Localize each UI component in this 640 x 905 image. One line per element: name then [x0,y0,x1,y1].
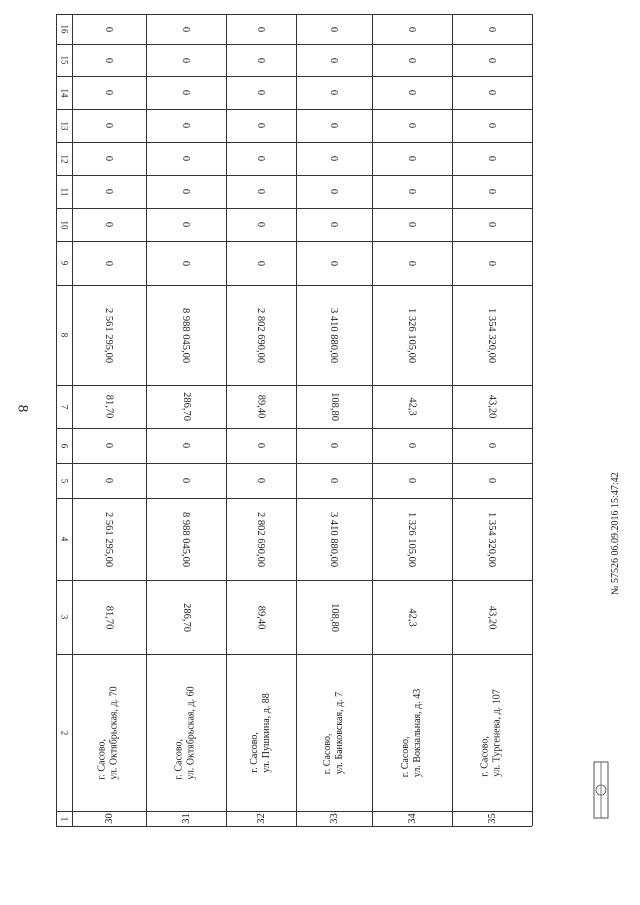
value-cell-col-16 [226,14,296,44]
column-header-5 [56,463,72,498]
column-header-11 [56,175,72,208]
value-cell-col-3 [226,580,296,654]
value-cell-col-6 [296,428,372,463]
value-cell-col-15 [226,44,296,76]
cell-text: 0 [328,442,340,449]
cell-text: 0 [486,442,498,449]
cell-text: 0 [406,442,418,449]
cell-text: 0 [486,89,498,96]
cell-text: 0 [486,221,498,228]
value-cell-col-9 [72,241,146,285]
value-cell-col-4 [372,498,452,580]
cell-text: 0 [328,477,340,484]
cell-text: 1 326 105,00 [406,511,418,567]
value-cell-col-7 [226,385,296,428]
value-cell-col-10 [146,208,226,241]
cell-text: г. Сасово, ул. Тургенева, д. 107 [480,688,504,777]
row-number-cell [226,811,296,826]
value-cell-col-7 [296,385,372,428]
cell-text: 81,70 [103,394,115,419]
row-number-cell [372,811,452,826]
cell-text: 286,70 [180,392,192,421]
cell-text: 1 326 105,00 [406,307,418,363]
column-header-6 [56,428,72,463]
value-cell-col-13 [72,109,146,142]
cell-text: 0 [406,188,418,195]
cell-text: 0 [255,89,267,96]
value-cell-col-12 [372,142,452,175]
value-cell-col-6 [452,428,532,463]
cell-text: 31 [180,813,192,824]
value-cell-col-4 [226,498,296,580]
value-cell-col-4 [146,498,226,580]
cell-text: 89,40 [255,394,267,419]
value-cell-col-9 [452,241,532,285]
value-cell-col-12 [226,142,296,175]
cell-text: 43,20 [486,394,498,419]
cell-text: 0 [180,89,192,96]
column-header-label: 5 [59,478,69,483]
cell-text: 0 [328,122,340,129]
value-cell-col-13 [372,109,452,142]
value-cell-col-13 [146,109,226,142]
value-cell-col-14 [146,76,226,109]
cell-text: 34 [406,813,418,824]
value-cell-col-8 [226,285,296,385]
value-cell-col-6 [372,428,452,463]
value-cell-col-15 [296,44,372,76]
cell-text: 0 [103,260,115,266]
row-number-cell [296,811,372,826]
page-number: 8 [14,404,31,413]
cell-text: 81,70 [103,605,115,629]
cell-text: 0 [180,260,192,266]
value-cell-col-14 [452,76,532,109]
cell-text: 0 [103,188,115,195]
cell-text: 42,3 [406,607,418,627]
value-cell-col-3 [146,580,226,654]
value-cell-col-14 [72,76,146,109]
data-table [56,14,532,826]
cell-text: 3 410 880,00 [328,307,340,363]
value-cell-col-5 [296,463,372,498]
value-cell-col-4 [452,498,532,580]
scanner-stamp-icon [590,760,612,820]
cell-text: 0 [180,477,192,484]
value-cell-col-8 [372,285,452,385]
cell-text: 0 [180,57,192,63]
column-header-label: 1 [59,816,69,821]
address-cell [452,654,532,811]
column-header-label: 3 [59,614,69,620]
column-header-16 [56,14,72,44]
column-header-label: 11 [58,187,69,196]
cell-text: 0 [486,122,498,129]
cell-text: 2 802 690,00 [255,511,267,567]
value-cell-col-6 [146,428,226,463]
address-cell [226,654,296,811]
cell-text: 0 [328,155,340,162]
cell-text: г. Сасово, ул. Банковская, д. 7 [322,691,345,774]
value-cell-col-10 [372,208,452,241]
document-footer: № 57526 06.09.2016 15:47:42 [610,472,621,595]
cell-text: 0 [180,122,192,129]
column-header-label: 12 [59,154,69,163]
value-cell-col-13 [296,109,372,142]
value-cell-col-16 [296,14,372,44]
row-number-cell [72,811,146,826]
cell-text: 0 [406,89,418,96]
cell-text: 0 [255,260,267,266]
column-header-2 [56,654,72,811]
column-header-label: 15 [59,55,69,65]
cell-text: 42,3 [406,397,418,416]
column-header-label: 16 [59,24,69,34]
cell-text: 0 [255,122,267,129]
cell-text: 0 [103,26,115,32]
cell-text: 0 [255,221,267,228]
cell-text: 0 [328,221,340,228]
value-cell-col-14 [296,76,372,109]
address-cell [146,654,226,811]
cell-text: 0 [486,477,498,484]
cell-text: 0 [103,477,115,484]
value-cell-col-13 [226,109,296,142]
cell-text: 89,40 [255,605,267,629]
column-header-label: 4 [59,536,69,542]
value-cell-col-12 [296,142,372,175]
value-cell-col-15 [452,44,532,76]
value-cell-col-5 [226,463,296,498]
value-cell-col-5 [146,463,226,498]
cell-text: 30 [103,813,115,824]
cell-text: 0 [328,57,340,63]
column-header-label: 6 [59,443,69,448]
column-header-label: 14 [59,88,69,97]
value-cell-col-3 [296,580,372,654]
cell-text: 33 [328,813,340,824]
cell-text: 0 [406,221,418,228]
cell-text: 1 354 320,00 [486,511,498,567]
cell-text: 0 [406,122,418,129]
address-cell [372,654,452,811]
cell-text: 0 [255,155,267,162]
column-header-14 [56,76,72,109]
value-cell-col-11 [296,175,372,208]
cell-text: 0 [255,57,267,63]
value-cell-col-12 [452,142,532,175]
value-cell-col-10 [452,208,532,241]
cell-text: 286,70 [180,602,192,632]
column-header-10 [56,208,72,241]
value-cell-col-8 [146,285,226,385]
cell-text: 0 [103,57,115,63]
value-cell-col-11 [226,175,296,208]
address-cell [296,654,372,811]
value-cell-col-12 [146,142,226,175]
cell-text: 0 [180,188,192,195]
value-cell-col-3 [72,580,146,654]
column-header-15 [56,44,72,76]
value-cell-col-16 [72,14,146,44]
value-cell-col-5 [372,463,452,498]
value-cell-col-6 [226,428,296,463]
cell-text: 0 [255,477,267,484]
value-cell-col-7 [372,385,452,428]
column-header-label: 9 [59,260,69,266]
cell-text: 0 [328,260,340,266]
value-cell-col-5 [72,463,146,498]
value-cell-col-9 [226,241,296,285]
value-cell-col-13 [452,109,532,142]
column-header-8 [56,285,72,385]
row-number-cell [452,811,532,826]
cell-text: 0 [103,155,115,162]
cell-text: 2 561 295,00 [103,307,115,363]
cell-text: 0 [486,155,498,162]
value-cell-col-15 [146,44,226,76]
cell-text: 0 [328,26,340,32]
value-cell-col-8 [452,285,532,385]
cell-text: 2 561 295,00 [103,511,115,567]
value-cell-col-15 [372,44,452,76]
value-cell-col-16 [146,14,226,44]
cell-text: г. Сасово, ул. Вокзальная, д. 43 [400,688,424,777]
cell-text: 0 [103,122,115,129]
cell-text: 0 [103,442,115,449]
value-cell-col-8 [296,285,372,385]
column-header-12 [56,142,72,175]
value-cell-col-3 [372,580,452,654]
value-cell-col-15 [72,44,146,76]
value-cell-col-12 [72,142,146,175]
cell-text: 0 [486,188,498,195]
cell-text: 8 988 045,00 [180,511,192,567]
cell-text: 0 [328,89,340,96]
cell-text: 0 [255,188,267,195]
value-cell-col-8 [72,285,146,385]
value-cell-col-10 [72,208,146,241]
value-cell-col-11 [146,175,226,208]
value-cell-col-6 [72,428,146,463]
column-header-label: 13 [59,121,69,130]
cell-text: 0 [180,221,192,228]
cell-text: 8 988 045,00 [180,307,192,363]
column-header-label: 10 [59,220,69,229]
column-header-label: 8 [59,332,69,338]
cell-text: 32 [255,813,267,824]
cell-text: 3 410 880,00 [328,511,340,567]
value-cell-col-16 [372,14,452,44]
cell-text: 0 [486,26,498,32]
cell-text: 0 [406,57,418,63]
value-cell-col-9 [296,241,372,285]
cell-text: г. Сасово, ул. Пушкина, д. 88 [249,692,272,773]
cell-text: 0 [103,89,115,96]
value-cell-col-4 [72,498,146,580]
cell-text: 0 [255,442,267,449]
value-cell-col-9 [372,241,452,285]
cell-text: 0 [406,477,418,484]
column-header-9 [56,241,72,285]
value-cell-col-7 [72,385,146,428]
cell-text: 35 [486,813,498,824]
cell-text: г. Сасово, ул. Октябрьская, д. 70 [97,685,121,780]
cell-text: 0 [406,155,418,162]
cell-text: 0 [180,26,192,32]
cell-text: г. Сасово, ул. Октябрьская, д. 60 [174,685,198,780]
value-cell-col-5 [452,463,532,498]
value-cell-col-7 [452,385,532,428]
value-cell-col-9 [146,241,226,285]
value-cell-col-10 [226,208,296,241]
column-header-1 [56,811,72,826]
cell-text: 0 [180,442,192,449]
value-cell-col-4 [296,498,372,580]
row-number-cell [146,811,226,826]
cell-text: 0 [328,188,340,195]
column-header-3 [56,580,72,654]
cell-text: 0 [406,26,418,32]
cell-text: 0 [103,221,115,228]
cell-text: 0 [180,155,192,162]
cell-text: 0 [486,260,498,266]
value-cell-col-11 [372,175,452,208]
cell-text: 108,80 [328,392,340,421]
value-cell-col-14 [226,76,296,109]
cell-text: 0 [486,57,498,63]
cell-text: 0 [255,26,267,32]
cell-text: 43,20 [486,605,498,629]
cell-text: 0 [406,260,418,266]
value-cell-col-3 [452,580,532,654]
value-cell-col-7 [146,385,226,428]
cell-text: 1 354 320,00 [486,307,498,363]
value-cell-col-11 [452,175,532,208]
address-cell [72,654,146,811]
column-header-7 [56,385,72,428]
value-cell-col-16 [452,14,532,44]
column-header-13 [56,109,72,142]
value-cell-col-11 [72,175,146,208]
cell-text: 108,80 [328,602,340,632]
cell-text: 2 802 690,00 [255,307,267,363]
column-header-label: 2 [59,730,69,735]
value-cell-col-14 [372,76,452,109]
column-header-label: 7 [59,404,69,409]
column-header-4 [56,498,72,580]
value-cell-col-10 [296,208,372,241]
